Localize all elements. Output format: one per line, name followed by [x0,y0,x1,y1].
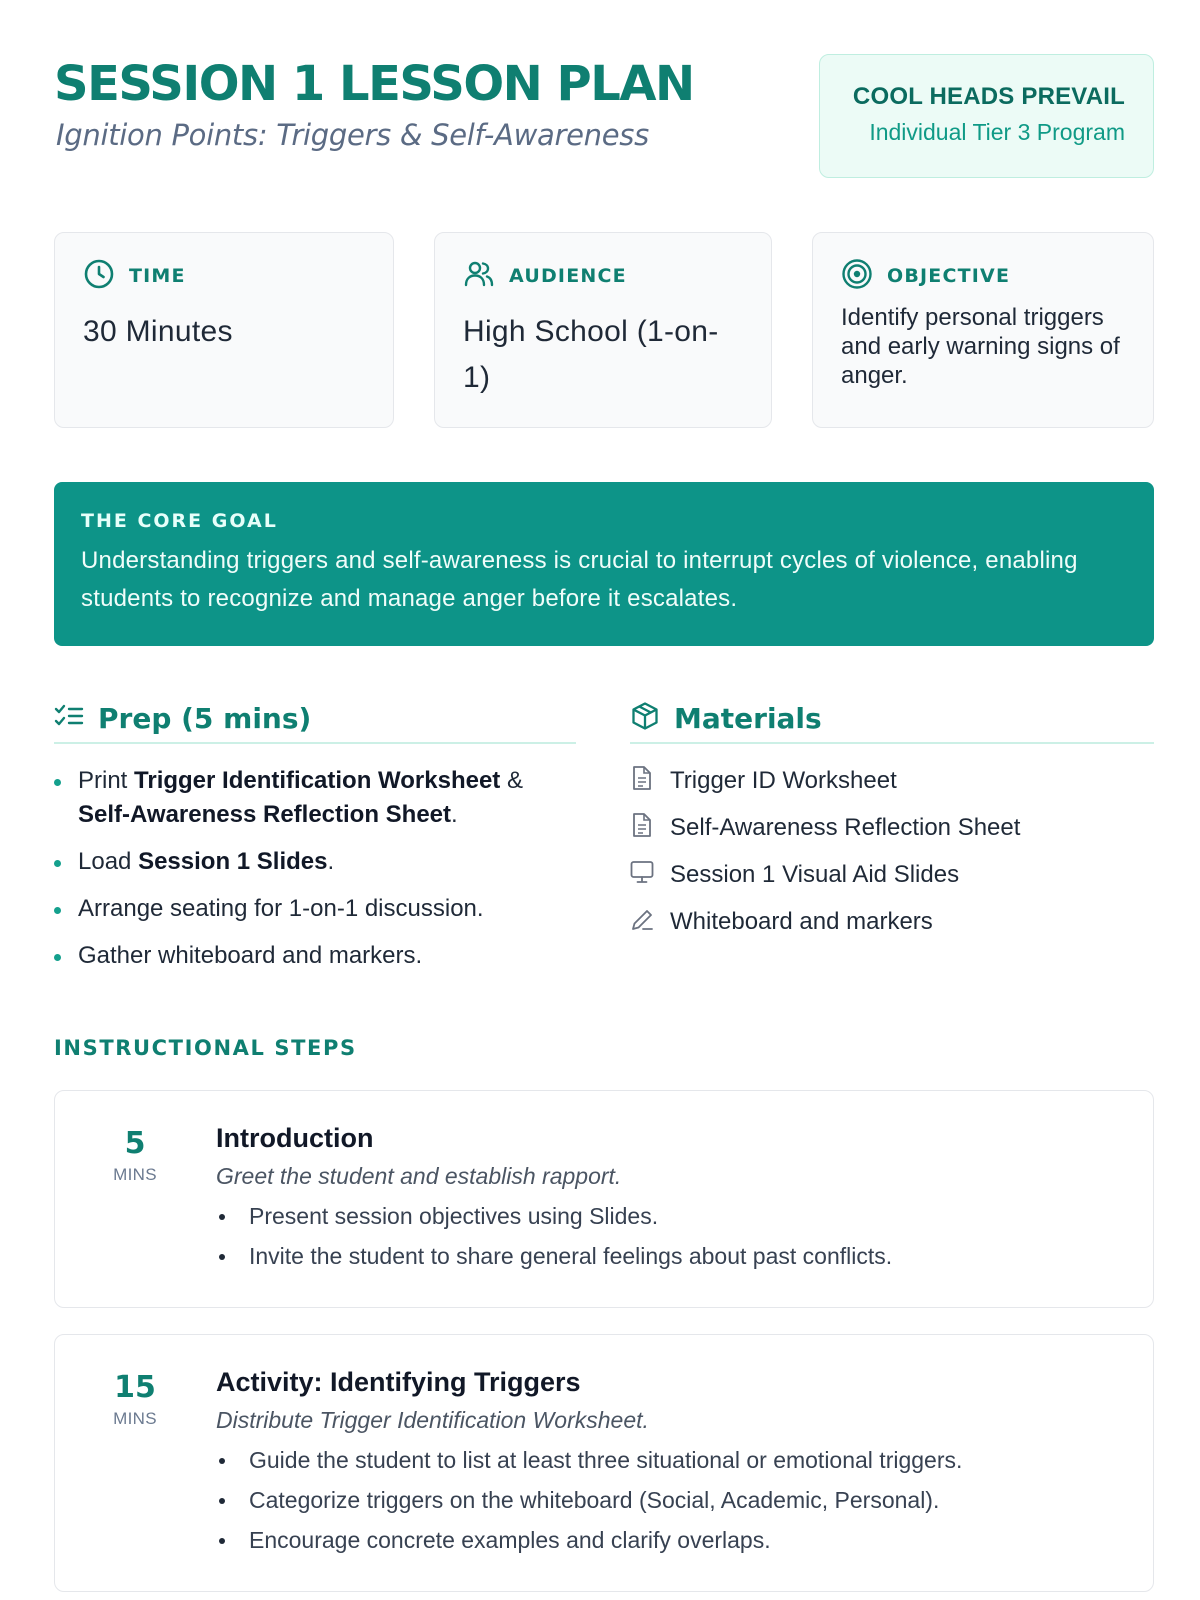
audience-label: AUDIENCE [509,265,627,287]
core-goal-label: THE CORE GOAL [81,510,278,532]
page-header [54,54,1154,184]
step-duration [55,1127,215,1185]
list-item: Invite the student to share general feelings about past conflicts. [216,1241,1123,1271]
list-item: Print Trigger Identification Worksheet & Self-Awareness Reflection Sheet. [54,764,576,832]
list-item: Self-Awareness Reflection Sheet [630,811,1154,845]
materials-section [630,700,1154,952]
audience-value: High School (1-on-1) [463,315,719,394]
target-icon [841,258,873,295]
duration-unit: MINS [113,1409,157,1428]
list-item: Guide the student to list at least three situational or emotional triggers. [216,1445,1123,1475]
box-icon [630,701,660,736]
step-title: Introduction [216,1123,374,1153]
list-item: Whiteboard and markers [630,905,1154,939]
duration-value: 15 [114,1370,156,1405]
core-goal-banner [54,482,1154,646]
step-duration [55,1371,215,1429]
document-icon [630,765,670,798]
step-card [54,1090,1154,1308]
materials-title: Materials [674,701,822,735]
document-icon [630,812,670,845]
step-title: Activity: Identifying Triggers [216,1367,581,1397]
list-item: Encourage concrete examples and clarify overlaps. [216,1525,1123,1555]
time-card [54,232,394,428]
step-card [54,1334,1154,1592]
prep-section [54,700,576,986]
page-title: SESSION 1 LESSON PLAN [54,56,694,112]
core-goal-text: Understanding triggers and self-awareness is crucial to interrupt cycles of violence, enabling students to recognize and manage anger before it escalates. [81,547,1078,612]
program-name: COOL HEADS PREVAIL [852,83,1125,110]
materials-list [630,764,1154,939]
list-item: Present session objectives using Slides. [216,1201,1123,1231]
time-label: TIME [129,265,186,287]
page-subtitle: Ignition Points: Triggers & Self-Awareness [56,118,649,152]
list-item: Categorize triggers on the whiteboard (Social, Academic, Personal). [216,1485,1123,1515]
steps-heading: INSTRUCTIONAL STEPS [54,1036,357,1060]
step-bullets [216,1445,1123,1555]
list-item: Session 1 Visual Aid Slides [630,858,1154,892]
time-value: 30 Minutes [83,315,233,348]
objective-text: Identify personal triggers and early warning signs of anger. [841,304,1120,389]
prep-list [54,764,576,973]
monitor-icon [630,859,670,892]
audience-card [434,232,772,428]
checklist-icon [54,701,84,736]
step-description: Distribute Trigger Identification Worksheet. [216,1407,649,1433]
objective-card [812,232,1154,428]
duration-unit: MINS [113,1165,157,1184]
pencil-icon [630,906,670,939]
objective-label: OBJECTIVE [887,265,1011,287]
prep-title: Prep (5 mins) [98,701,312,735]
list-item: Trigger ID Worksheet [630,764,1154,798]
users-icon [463,258,495,295]
list-item: Gather whiteboard and markers. [54,939,576,973]
step-description: Greet the student and establish rapport. [216,1163,622,1189]
program-tier: Individual Tier 3 Program [869,119,1125,145]
list-item: Arrange seating for 1-on-1 discussion. [54,892,576,926]
program-badge [819,54,1154,178]
clock-icon [83,258,115,295]
duration-value: 5 [124,1126,146,1161]
list-item: Load Session 1 Slides. [54,845,576,879]
step-bullets [216,1201,1123,1271]
